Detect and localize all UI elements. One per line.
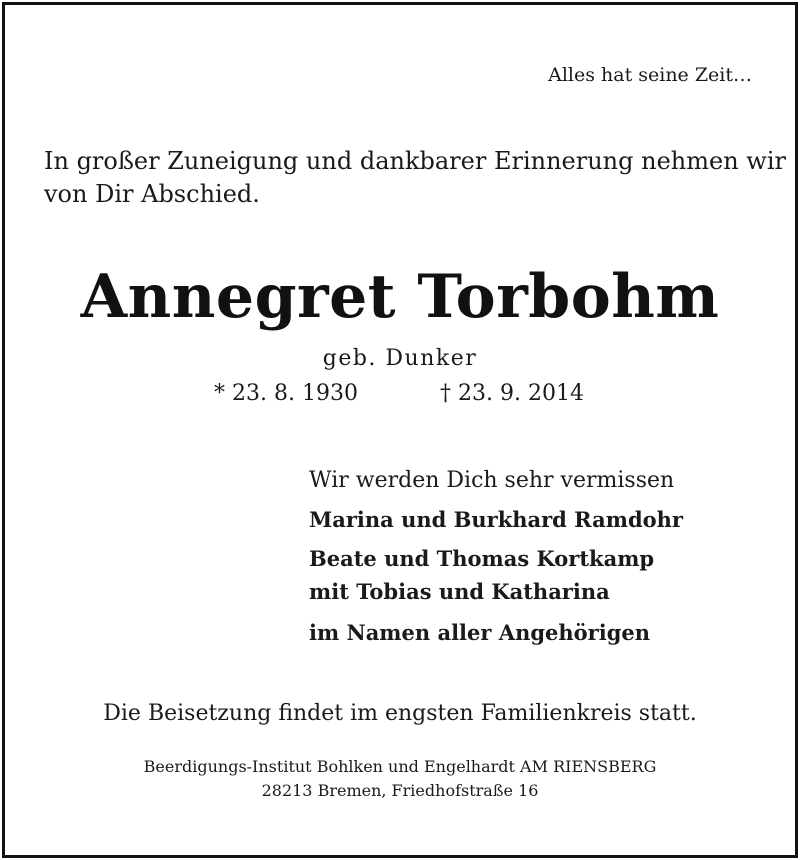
mourners-message: Wir werden Dich sehr vermissen xyxy=(309,468,675,493)
motto-text: Alles hat seine Zeit… xyxy=(548,64,752,86)
funeral-home xyxy=(0,755,800,803)
mourners-block xyxy=(309,464,683,649)
death-date: † 23. 9. 2014 xyxy=(440,381,584,406)
funeral-home-address: 28213 Bremen, Friedhofstraße 16 xyxy=(261,781,539,800)
deceased-name: Annegret Torbohm xyxy=(80,262,720,332)
birth-date: * 23. 8. 1930 xyxy=(214,381,358,406)
intro-line-2: von Dir Abschied. xyxy=(44,180,260,208)
maiden-name: geb. Dunker xyxy=(322,346,478,371)
mourners-relatives: im Namen aller Angehörigen xyxy=(309,620,651,645)
intro-paragraph xyxy=(44,145,786,211)
funeral-home-name: Beerdigungs-Institut Bohlken und Engelhardt AM RIENSBERG xyxy=(143,757,657,776)
burial-notice: Die Beisetzung findet im engsten Familienkreis statt. xyxy=(103,701,697,726)
mourner-family-1: Marina und Burkhard Ramdohr xyxy=(309,507,683,532)
mourner-family-2-line-1: Beate und Thomas Kortkamp xyxy=(309,546,655,571)
intro-line-1: In großer Zuneigung und dankbarer Erinnerung nehmen wir xyxy=(44,147,786,175)
notice-border xyxy=(2,2,798,858)
mourner-family-2-line-2: mit Tobias und Katharina xyxy=(309,579,610,604)
